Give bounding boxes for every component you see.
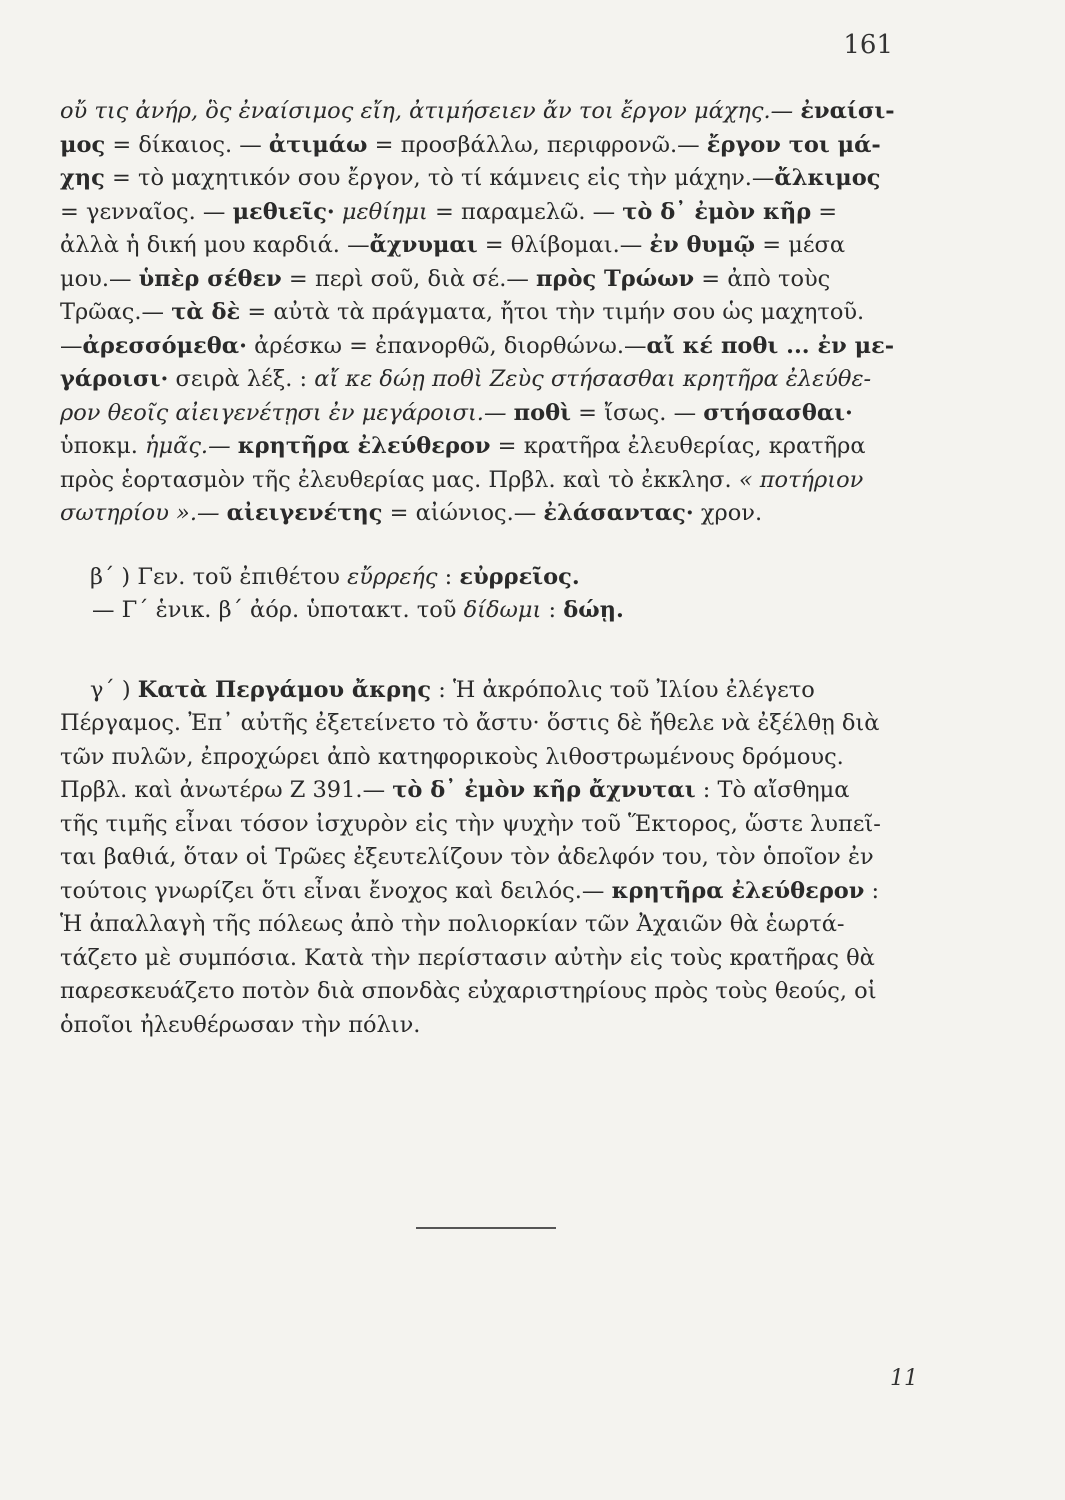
text-run: Ἡ ἀπαλλαγὴ τῆς πόλεως ἀπὸ τὴν πολιορκίαν τῶν Ἀχαιῶν θὰ ἑωρτά- bbox=[60, 911, 845, 937]
text-line bbox=[60, 808, 920, 842]
text-run: τῆς τιμῆς εἶναι τόσον ἰσχυρὸν εἰς τὴν ψυχὴν τοῦ Ἕκτορος, ὥστε λυπεῖ- bbox=[60, 810, 881, 837]
italic-quote: μεθίημι bbox=[334, 198, 428, 225]
text-run: — bbox=[60, 332, 83, 359]
bold-lemma: Κατὰ Περγάμου ἄκρης bbox=[137, 676, 432, 703]
bold-lemma: ἔργον τοι μά- bbox=[706, 131, 881, 158]
text-run: = προσβάλλω, περιφρονῶ.— bbox=[367, 131, 707, 158]
bold-lemma: ποθὶ bbox=[513, 399, 571, 426]
text-run: πρὸς ἑορτασμὸν τῆς ἐλευθερίας μας. Πρβλ. καὶ τὸ ἐκκλησ. bbox=[60, 466, 739, 493]
text-line bbox=[60, 229, 920, 263]
bold-lemma: ἐλάσαντας· bbox=[543, 500, 694, 526]
text-run: ὑποκμ. bbox=[60, 433, 146, 459]
text-line bbox=[60, 561, 920, 595]
text-line bbox=[60, 95, 920, 129]
text-run: = μέσα bbox=[755, 232, 846, 258]
text-run: : Ἡ ἀκρόπολις τοῦ Ἰλίου ἐλέγετο bbox=[431, 676, 815, 703]
text-line bbox=[60, 330, 920, 364]
text-line bbox=[60, 674, 920, 708]
bold-lemma: κρητῆρα ἐλεύθερον bbox=[611, 877, 865, 904]
italic-quote: « ποτήριον bbox=[738, 466, 864, 493]
text-run: = δίκαιος. — bbox=[105, 131, 269, 158]
bold-lemma: πρὸς Τρώων bbox=[536, 265, 695, 292]
bold-lemma: ἄχνυμαι bbox=[369, 232, 478, 258]
text-run: μου.— bbox=[60, 265, 139, 292]
italic-quote: ρον θεοῖς αἰειγενέτῃσι ἐν μεγάροισι.— bbox=[60, 399, 514, 426]
text-line bbox=[60, 774, 920, 808]
text-line bbox=[60, 464, 920, 498]
text-run: Πέργαμος. Ἐπ᾽ αὐτῆς ἐξετείνετο τὸ ἄστυ· ὅστις δὲ ἤθελε νὰ ἐξέλθῃ διὰ bbox=[60, 710, 880, 736]
paragraph-note-beta bbox=[60, 561, 920, 628]
bold-lemma: στήσασθαι· bbox=[703, 399, 853, 426]
text-line bbox=[60, 162, 920, 196]
italic-quote: δίδωμι bbox=[463, 597, 542, 623]
text-line bbox=[60, 741, 920, 775]
text-line bbox=[60, 841, 920, 875]
text-run: — Γ΄ ἑνικ. β΄ ἀόρ. ὑποτακτ. τοῦ bbox=[92, 597, 464, 623]
text-run: = κρατῆρα ἐλευθερίας, κρατῆρα bbox=[490, 433, 866, 459]
text-run: ται βαθιά, ὅταν οἱ Τρῶες ἐξευτελίζουν τὸν ἀδελφόν του, τὸν ὁποῖον ἐν bbox=[60, 844, 874, 870]
text-run: τῶν πυλῶν, ἐπροχώρει ἀπὸ κατηφορικοὺς λιθοστρωμένους δρόμους. bbox=[60, 743, 844, 770]
text-line bbox=[60, 942, 920, 976]
text-run: = παραμελῶ. — bbox=[427, 198, 623, 225]
text-run: Τρῶας.— bbox=[60, 299, 172, 325]
text-run: τάζετο μὲ συμπόσια. Κατὰ τὴν περίστασιν αὐτὴν εἰς τοὺς κρατῆρας θὰ bbox=[60, 944, 875, 971]
text-run: γ΄ ) bbox=[90, 676, 138, 703]
paragraph-commentary-a bbox=[60, 95, 920, 531]
bold-lemma: ἄλκιμος bbox=[774, 165, 881, 191]
signature-mark: 11 bbox=[890, 1366, 918, 1391]
text-run: χρον. bbox=[693, 500, 763, 526]
bold-lemma: ὑπὲρ σέθεν bbox=[138, 265, 282, 292]
bold-lemma: μος bbox=[60, 131, 106, 158]
text-run: = αὐτὰ τὰ πράγματα, ἤτοι τὴν τιμήν σου ὡς μαχητοῦ. bbox=[240, 299, 865, 325]
bold-lemma: γάροισι· bbox=[60, 366, 169, 392]
text-run: : bbox=[437, 563, 460, 590]
bold-lemma: δώῃ. bbox=[563, 597, 624, 623]
text-run: : bbox=[864, 877, 880, 904]
text-run: = γενναῖος. — bbox=[60, 198, 233, 225]
text-run: = bbox=[811, 198, 838, 225]
text-line bbox=[60, 196, 920, 230]
bold-lemma: ἀρεσσόμεθα· bbox=[82, 332, 247, 359]
italic-quote: αἴ κε δώῃ ποθὶ Ζεὺς στήσασθαι κρητῆρα ἐλεύθε- bbox=[314, 366, 872, 392]
text-run: = ἀπὸ τοὺς bbox=[694, 265, 831, 292]
bold-lemma: κρητῆρα ἐλεύθερον bbox=[237, 433, 491, 459]
bold-lemma: τὰ δὲ bbox=[171, 299, 241, 325]
text-run: : bbox=[541, 597, 564, 623]
text-run: σειρὰ λέξ. : bbox=[168, 366, 315, 392]
text-line bbox=[60, 397, 920, 431]
bold-lemma: χης bbox=[60, 165, 105, 191]
bold-lemma: μεθιεῖς· bbox=[232, 198, 335, 225]
bold-lemma: ἐναίσι- bbox=[800, 98, 895, 124]
text-run: ὁποῖοι ἠλευθέρωσαν τὴν πόλιν. bbox=[60, 1011, 421, 1038]
bold-lemma: ἐν θυμῷ bbox=[649, 232, 756, 258]
text-line bbox=[60, 975, 920, 1009]
bold-lemma: τὸ δ᾽ ἐμὸν κῆρ bbox=[622, 198, 812, 225]
text-line bbox=[60, 363, 920, 397]
text-run: = θλίβομαι.— bbox=[477, 232, 650, 258]
page-number: 161 bbox=[843, 30, 893, 60]
bold-lemma: αἰειγενέτης bbox=[226, 500, 383, 526]
text-run: : Τὸ αἴσθημα bbox=[695, 777, 850, 803]
text-run: τούτοις γνωρίζει ὅτι εἶναι ἔνοχος καὶ δειλός.— bbox=[60, 877, 612, 904]
text-line bbox=[60, 875, 920, 909]
text-line bbox=[60, 1009, 920, 1043]
italic-quote: ἡμᾶς.— bbox=[145, 433, 238, 459]
text-run: = ἴσως. — bbox=[571, 399, 704, 426]
section-divider bbox=[416, 1227, 556, 1229]
text-line bbox=[60, 430, 920, 464]
text-run: ἀλλὰ ἡ δική μου καρδιά. — bbox=[60, 232, 370, 258]
text-line bbox=[60, 263, 920, 297]
text-line bbox=[60, 497, 920, 531]
text-run: = τὸ μαχητικόν σου ἔργον, τὸ τί κάμνεις εἰς τὴν μάχην.— bbox=[104, 165, 775, 191]
bold-lemma: εὐρρεῖος. bbox=[459, 563, 580, 590]
text-run: παρεσκευάζετο ποτὸν διὰ σπονδὰς εὐχαριστηρίους πρὸς τοὺς θεούς, οἱ bbox=[60, 978, 877, 1004]
commentary-text bbox=[60, 95, 920, 1042]
bold-lemma: ἀτιμάω bbox=[268, 131, 368, 158]
text-run: ἀρέσκω = ἐπανορθῶ, διορθώνω.— bbox=[246, 332, 647, 359]
text-line bbox=[60, 707, 920, 741]
text-line bbox=[60, 129, 920, 163]
text-line bbox=[60, 296, 920, 330]
text-run: Πρβλ. καὶ ἀνωτέρω Ζ 391.— bbox=[60, 777, 393, 803]
paragraph-note-gamma bbox=[60, 674, 920, 1043]
italic-quote: εὔρρεής bbox=[347, 563, 438, 590]
text-run: = αἰώνιος.— bbox=[382, 500, 544, 526]
italic-quote: οὔ τις ἀνήρ, ὃς ἐναίσιμος εἴη, ἀτιμήσειεν ἄν τοι ἔργον μάχης.— bbox=[60, 98, 801, 124]
bold-lemma: αἴ κέ ποθι ... ἐν με- bbox=[646, 332, 895, 359]
italic-quote: σωτηρίου ».— bbox=[60, 500, 227, 526]
bold-lemma: τὸ δ᾽ ἐμὸν κῆρ ἄχνυται bbox=[392, 777, 696, 803]
text-run: = περὶ σοῦ, διὰ σέ.— bbox=[281, 265, 537, 292]
text-line bbox=[60, 908, 920, 942]
text-line bbox=[60, 594, 920, 628]
text-run: β΄ ) Γεν. τοῦ ἐπιθέτου bbox=[90, 563, 348, 590]
